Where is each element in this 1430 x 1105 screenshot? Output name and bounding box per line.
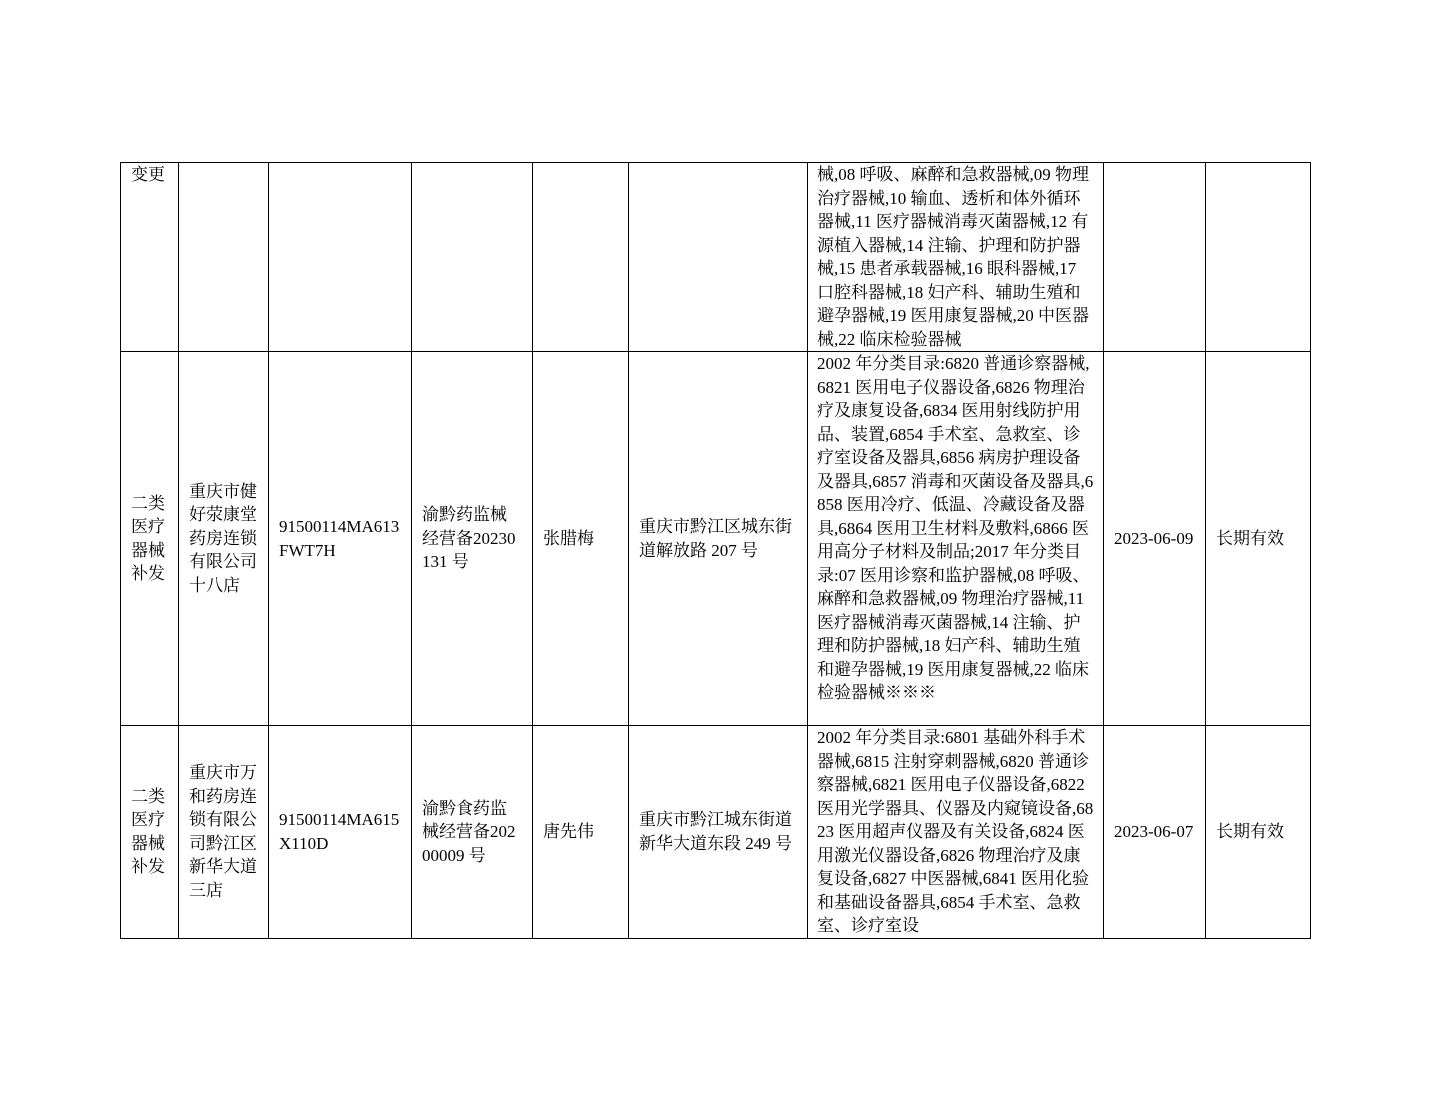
- type-text: 二类医疗器械补发: [131, 786, 165, 877]
- person-text: 唐先伟: [543, 822, 594, 841]
- name-cell: [179, 726, 269, 939]
- table-row: [121, 352, 1311, 726]
- type-cell: [121, 352, 179, 726]
- date-text: 2023-06-09: [1114, 528, 1194, 548]
- credit-code-cell: [269, 163, 412, 352]
- records-table: [120, 162, 1311, 939]
- table-row: [121, 726, 1311, 939]
- scope-cell: [808, 352, 1104, 726]
- record-no-cell: [412, 352, 533, 726]
- type-text: 二类医疗器械补发: [131, 493, 165, 583]
- validity-text: 长期有效: [1216, 822, 1284, 841]
- credit-code-text: 91500114MA615X110D: [279, 810, 400, 853]
- validity-cell: [1206, 163, 1311, 352]
- name-cell: [179, 352, 269, 726]
- name-text: 重庆市万和药房连锁有限公司黔江区新华大道三店: [189, 763, 257, 900]
- type-text: 变更: [131, 165, 165, 184]
- scope-cell: [808, 163, 1104, 352]
- credit-code-text: 91500114MA613FWT7H: [279, 517, 400, 560]
- validity-cell: [1206, 352, 1311, 726]
- address-cell: [629, 352, 808, 726]
- credit-code-cell: [269, 726, 412, 939]
- validity-cell: [1206, 726, 1311, 939]
- date-cell: [1104, 352, 1206, 726]
- date-cell: [1104, 726, 1206, 939]
- scope-text: 械,08 呼吸、麻醉和急救器械,09 物理治疗器械,10 输血、透析和体外循环器械,11 医疗器械消毒灭菌器械,12 有源植入器械,14 注输、护理和防护器械,15 患者承载器械,16 眼科器械,17 口腔科器械,18 妇产科、辅助生殖和避孕器械,19 医用康复器械,20 中医器械,22 临床检验器械: [817, 165, 1089, 349]
- name-cell: [179, 163, 269, 352]
- record-no-cell: [412, 726, 533, 939]
- record-no-cell: [412, 163, 533, 352]
- address-cell: [629, 163, 808, 352]
- record-no-text: 渝黔食药监械经营备20200009 号: [422, 798, 516, 865]
- type-cell: [121, 163, 179, 352]
- address-text: 重庆市黔江区城东街道解放路 207 号: [639, 517, 792, 560]
- person-cell: [533, 352, 629, 726]
- validity-text: 长期有效: [1216, 528, 1284, 548]
- scope-text: 2002 年分类目录:6801 基础外科手术器械,6815 注射穿刺器械,6820 普通诊察器械,6821 医用电子仪器设备,6822 医用光学器具、仪器及内窥镜设备,6823 医用超声仪器及有关设备,6824 医用激光仪器设备,6826 物理治疗及康复设备,6827 中医器械,6841 医用化验和基础设备器具,6854 手术室、急救室、诊疗室设: [817, 728, 1094, 935]
- credit-code-cell: [269, 352, 412, 726]
- table-row: [121, 163, 1311, 352]
- person-cell: [533, 726, 629, 939]
- name-text: 重庆市健好荥康堂药房连锁有限公司十八店: [189, 481, 257, 595]
- scope-cell: [808, 726, 1104, 939]
- address-text: 重庆市黔江城东街道新华大道东段 249 号: [639, 810, 792, 853]
- date-cell: [1104, 163, 1206, 352]
- type-cell: [121, 726, 179, 939]
- person-text: 张腊梅: [543, 528, 594, 548]
- record-no-text: 渝黔药监械经营备20230131 号: [422, 505, 516, 572]
- person-cell: [533, 163, 629, 352]
- scope-text: 2002 年分类目录:6820 普通诊察器械,6821 医用电子仪器设备,6826 物理治疗及康复设备,6834 医用射线防护用品、装置,6854 手术室、急救室、诊疗室设备及器具,6856 病房护理设备及器具,6857 消毒和灭菌设备及器具,6858 医用冷疗、低温、冷藏设备及器具,6864 医用卫生材料及敷料,6866 医用高分子材料及制品;2017 年分类目录:07 医用诊察和监护器械,08 呼吸、麻醉和急救器械,09 物理治疗器械,11 医疗器械消毒灭菌器械,14 注输、护理和防护器械,18 妇产科、辅助生殖和避孕器械,19 医用康复器械,22 临床检验器械※※※: [817, 354, 1094, 702]
- date-text: 2023-06-07: [1114, 822, 1194, 841]
- address-cell: [629, 726, 808, 939]
